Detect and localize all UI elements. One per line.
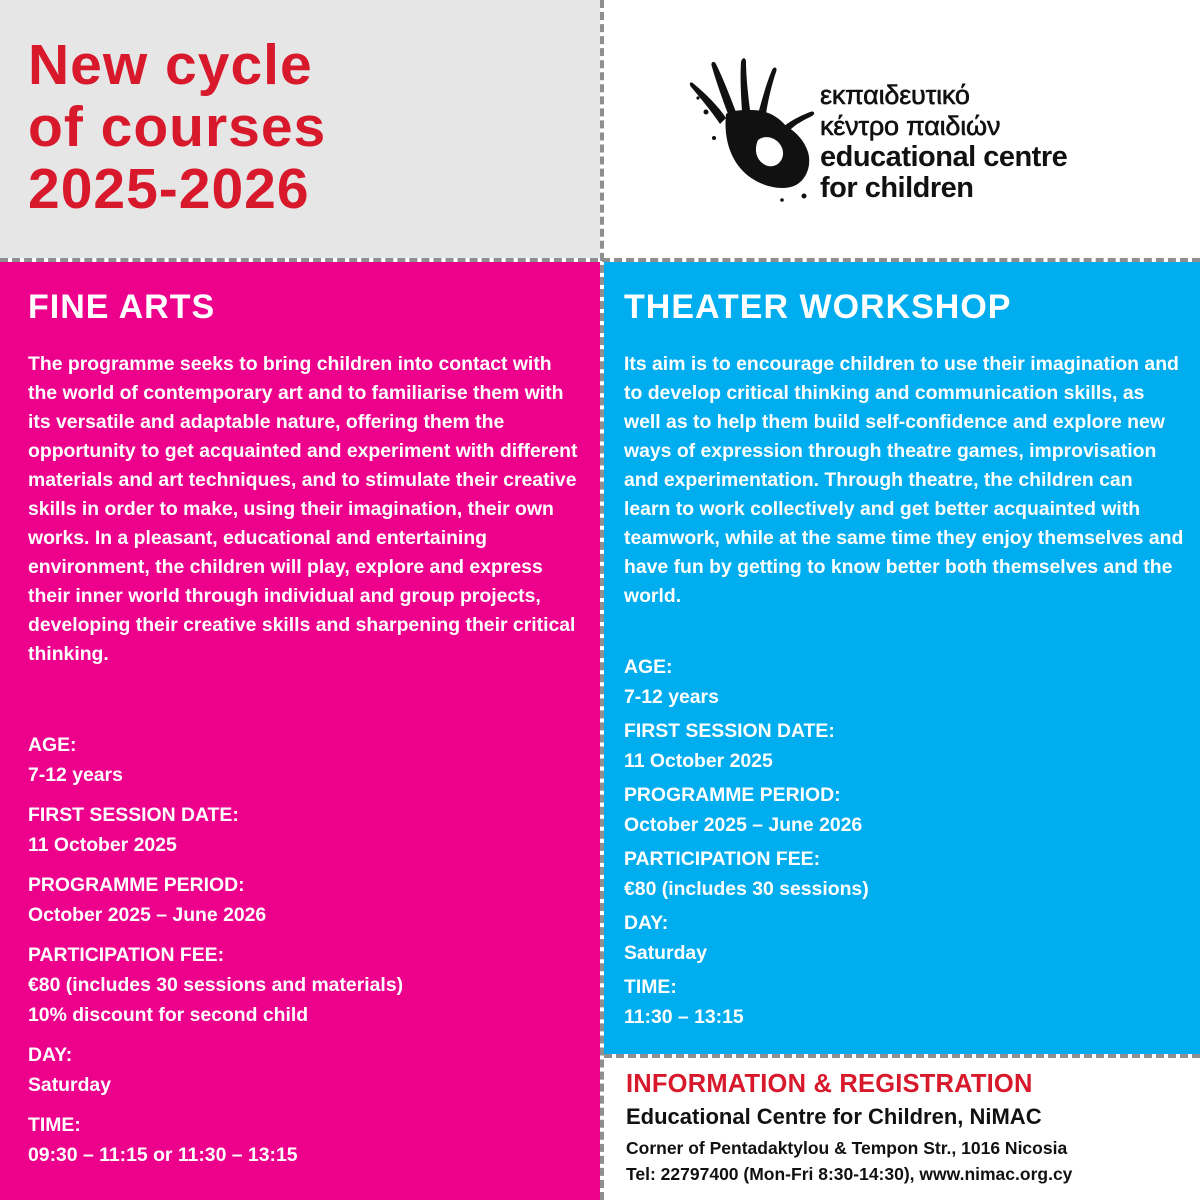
detail-label: PARTICIPATION FEE: [624,848,821,870]
detail-item [624,972,869,1032]
detail-value: 09:30 – 11:15 or 11:30 – 13:15 [28,1144,298,1166]
fine-arts-section [0,262,600,1200]
headline-line: New cycle [28,33,313,97]
detail-label: TIME: [624,976,677,998]
detail-item [624,908,869,968]
detail-value: October 2025 – June 2026 [28,904,267,926]
detail-value: 11 October 2025 [624,750,773,772]
detail-item [624,780,869,840]
logo-english-line: for children [820,172,974,204]
detail-value: 11 October 2025 [28,834,177,856]
info-contact: Tel: 22797400 (Mon-Fri 8:30-14:30), www.nimac.org.cy [626,1164,1073,1184]
info-registration-section [604,1058,1200,1200]
detail-label: FIRST SESSION DATE: [28,804,239,826]
page-title [28,34,326,220]
headline-line: 2025-2026 [28,157,310,221]
detail-item [624,716,869,776]
detail-label: PARTICIPATION FEE: [28,944,225,966]
detail-value: Saturday [28,1074,111,1096]
detail-item [624,652,869,712]
headline-line: of courses [28,95,327,159]
detail-item [28,1110,403,1170]
detail-item [28,730,403,790]
info-title: INFORMATION & REGISTRATION [626,1070,1033,1098]
theater-details [624,652,869,1036]
detail-value: 7-12 years [28,764,123,786]
detail-value: €80 (includes 30 sessions) [624,878,869,900]
detail-label: DAY: [624,912,669,934]
horizontal-divider [0,258,1200,262]
logo-english-line: educational centre [820,141,1068,173]
vertical-divider [600,0,604,1200]
detail-label: PROGRAMME PERIOD: [624,784,841,806]
detail-label: PROGRAMME PERIOD: [28,874,245,896]
detail-item [28,870,403,930]
fine-arts-details [28,730,403,1180]
info-address: Corner of Pentadaktylou & Tempon Str., 1016 Nicosia [626,1138,1068,1158]
detail-item [28,940,403,1030]
logo-greek-line: κέντρο παιδιών [820,111,1001,141]
detail-item [28,1040,403,1100]
logo-greek-line: εκπαιδευτικό [820,80,970,110]
detail-item [624,844,869,904]
detail-label: AGE: [28,734,77,756]
logo-panel [604,0,1200,258]
info-organization: Educational Centre for Children, NiMAC [626,1104,1042,1129]
detail-label: TIME: [28,1114,81,1136]
detail-value: €80 (includes 30 sessions and materials) [28,974,404,996]
theater-section [604,262,1200,1054]
handprint-icon [686,54,816,204]
detail-label: DAY: [28,1044,73,1066]
detail-item [28,800,403,860]
detail-value: Saturday [624,942,707,964]
detail-label: AGE: [624,656,673,678]
header-title-panel [0,0,600,258]
detail-value: 10% discount for second child [28,1004,309,1026]
info-divider [604,1054,1200,1058]
fine-arts-title: FINE ARTS [28,288,216,326]
theater-title: THEATER WORKSHOP [624,288,1012,326]
detail-value: 11:30 – 13:15 [624,1006,744,1028]
detail-value: 7-12 years [624,686,719,708]
detail-label: FIRST SESSION DATE: [624,720,835,742]
fine-arts-description: The programme seeks to bring children into contact with the world of contemporary art and to familiarise them with its versatile and adaptable nature, offering them the opportunity to get acquainted and experiment with different materials and art techniques, and to stimulate their creative skills in order to make, using their imagination, their own works. In a pleasant, educational and entertaining environment, the children will play, explore and express their inner world through individual and group projects, developing their creative skills and sharpening their critical thinking. [28,353,578,665]
logo-wordmark [820,80,1067,204]
detail-value: October 2025 – June 2026 [624,814,863,836]
theater-description: Its aim is to encourage children to use their imagination and to develop critical thinking and communication skills, as well as to help them build self-confidence and explore new ways of expression through theatre games, improvisation and experimentation. Through theatre, the children can learn to work collectively and get better acquainted with teamwork, while at the same time they enjoy themselves and have fun by getting to know better both themselves and the world. [624,353,1184,607]
